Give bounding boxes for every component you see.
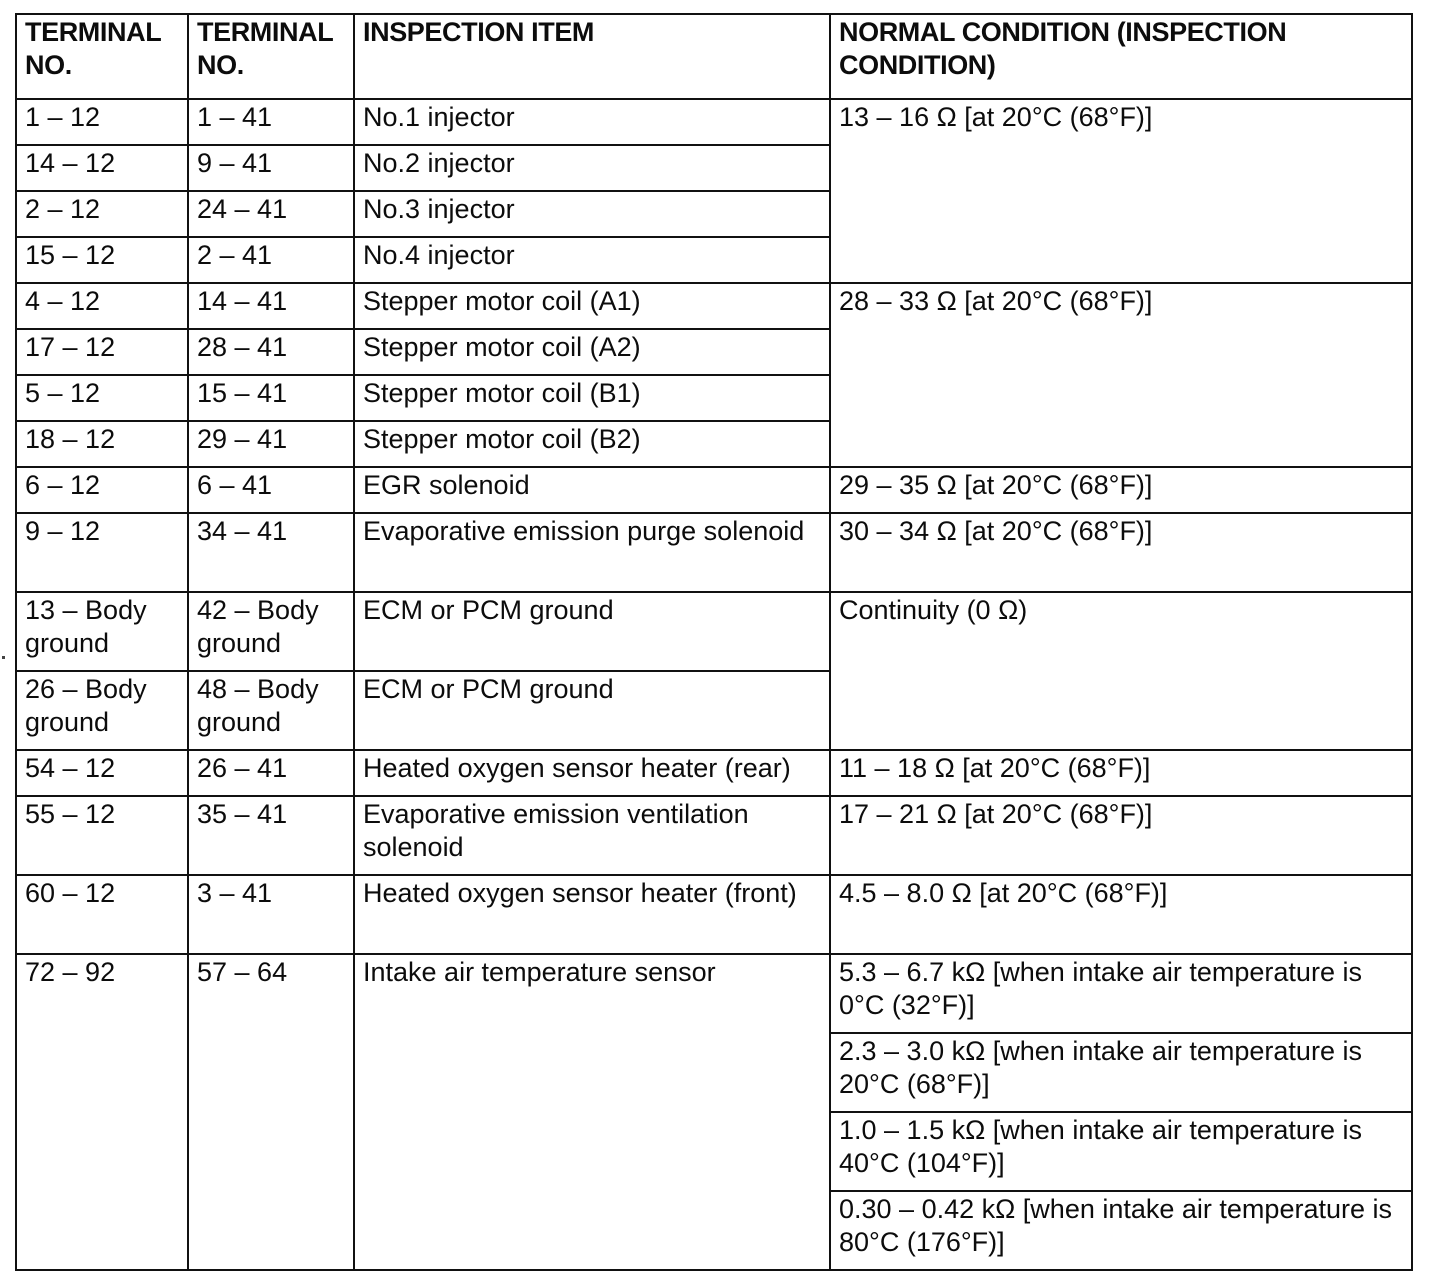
inspection-item-cell: EGR solenoid bbox=[354, 467, 830, 513]
terminal-cell: 55 – 12 bbox=[16, 796, 188, 875]
condition-cell: 28 – 33 Ω [at 20°C (68°F)] bbox=[830, 283, 1412, 467]
terminal-cell: 18 – 12 bbox=[16, 421, 188, 467]
table-header-row bbox=[16, 14, 1412, 99]
terminal-cell: 2 – 12 bbox=[16, 191, 188, 237]
table-row bbox=[16, 513, 1412, 592]
terminal-cell: 9 – 12 bbox=[16, 513, 188, 592]
inspection-item-cell: Stepper motor coil (B1) bbox=[354, 375, 830, 421]
terminal-cell: 13 – Body ground bbox=[16, 592, 188, 671]
terminal-cell: 26 – Body ground bbox=[16, 671, 188, 750]
inspection-item-cell: Heated oxygen sensor heater (front) bbox=[354, 875, 830, 954]
inspection-item-cell: Stepper motor coil (B2) bbox=[354, 421, 830, 467]
inspection-item-cell: No.3 injector bbox=[354, 191, 830, 237]
terminal-cell: 24 – 41 bbox=[188, 191, 354, 237]
terminal-cell: 57 – 64 bbox=[188, 954, 354, 1270]
terminal-cell: 42 – Body ground bbox=[188, 592, 354, 671]
inspection-item-cell: ECM or PCM ground bbox=[354, 592, 830, 671]
terminal-cell: 6 – 12 bbox=[16, 467, 188, 513]
condition-cell: 29 – 35 Ω [at 20°C (68°F)] bbox=[830, 467, 1412, 513]
terminal-cell: 28 – 41 bbox=[188, 329, 354, 375]
terminal-cell: 35 – 41 bbox=[188, 796, 354, 875]
inspection-item-cell: No.4 injector bbox=[354, 237, 830, 283]
inspection-item-cell: No.2 injector bbox=[354, 145, 830, 191]
table-row bbox=[16, 99, 1412, 145]
inspection-item-cell: Stepper motor coil (A1) bbox=[354, 283, 830, 329]
condition-cell: 4.5 – 8.0 Ω [at 20°C (68°F)] bbox=[830, 875, 1412, 954]
header-normal-condition: NORMAL CONDITION (INSPECTION CONDITION) bbox=[830, 14, 1412, 99]
terminal-cell: 72 – 92 bbox=[16, 954, 188, 1270]
terminal-cell: 9 – 41 bbox=[188, 145, 354, 191]
inspection-table bbox=[15, 13, 1413, 1271]
terminal-cell: 26 – 41 bbox=[188, 750, 354, 796]
table-row bbox=[16, 592, 1412, 671]
terminal-cell: 54 – 12 bbox=[16, 750, 188, 796]
table-row bbox=[16, 954, 1412, 1033]
terminal-cell: 15 – 41 bbox=[188, 375, 354, 421]
inspection-table-sheet bbox=[15, 13, 1413, 1271]
terminal-cell: 48 – Body ground bbox=[188, 671, 354, 750]
inspection-item-cell: Evaporative emission purge solenoid bbox=[354, 513, 830, 592]
inspection-item-cell: No.1 injector bbox=[354, 99, 830, 145]
scan-speck bbox=[2, 656, 5, 659]
terminal-cell: 34 – 41 bbox=[188, 513, 354, 592]
header-inspection-item: INSPECTION ITEM bbox=[354, 14, 830, 99]
condition-cell: 2.3 – 3.0 kΩ [when intake air temperature is 20°C (68°F)] bbox=[830, 1033, 1412, 1112]
inspection-item-cell: Heated oxygen sensor heater (rear) bbox=[354, 750, 830, 796]
inspection-item-cell: Evaporative emission ventilation solenoid bbox=[354, 796, 830, 875]
terminal-cell: 60 – 12 bbox=[16, 875, 188, 954]
header-terminal-no-pcm: TERMINAL NO. bbox=[188, 14, 354, 99]
header-terminal-no-ecm: TERMINAL NO. bbox=[16, 14, 188, 99]
terminal-cell: 14 – 41 bbox=[188, 283, 354, 329]
terminal-cell: 17 – 12 bbox=[16, 329, 188, 375]
table-row bbox=[16, 750, 1412, 796]
condition-cell: Continuity (0 Ω) bbox=[830, 592, 1412, 750]
terminal-cell: 15 – 12 bbox=[16, 237, 188, 283]
table-row bbox=[16, 283, 1412, 329]
condition-cell: 13 – 16 Ω [at 20°C (68°F)] bbox=[830, 99, 1412, 283]
inspection-item-cell: Intake air temperature sensor bbox=[354, 954, 830, 1270]
terminal-cell: 1 – 41 bbox=[188, 99, 354, 145]
terminal-cell: 6 – 41 bbox=[188, 467, 354, 513]
table-row bbox=[16, 875, 1412, 954]
terminal-cell: 29 – 41 bbox=[188, 421, 354, 467]
terminal-cell: 14 – 12 bbox=[16, 145, 188, 191]
inspection-item-cell: ECM or PCM ground bbox=[354, 671, 830, 750]
condition-cell: 1.0 – 1.5 kΩ [when intake air temperature is 40°C (104°F)] bbox=[830, 1112, 1412, 1191]
terminal-cell: 1 – 12 bbox=[16, 99, 188, 145]
condition-cell: 0.30 – 0.42 kΩ [when intake air temperature is 80°C (176°F)] bbox=[830, 1191, 1412, 1270]
terminal-cell: 2 – 41 bbox=[188, 237, 354, 283]
table-row bbox=[16, 467, 1412, 513]
condition-cell: 11 – 18 Ω [at 20°C (68°F)] bbox=[830, 750, 1412, 796]
terminal-cell: 5 – 12 bbox=[16, 375, 188, 421]
inspection-item-cell: Stepper motor coil (A2) bbox=[354, 329, 830, 375]
condition-cell: 5.3 – 6.7 kΩ [when intake air temperature is 0°C (32°F)] bbox=[830, 954, 1412, 1033]
condition-cell: 30 – 34 Ω [at 20°C (68°F)] bbox=[830, 513, 1412, 592]
terminal-cell: 4 – 12 bbox=[16, 283, 188, 329]
condition-cell: 17 – 21 Ω [at 20°C (68°F)] bbox=[830, 796, 1412, 875]
terminal-cell: 3 – 41 bbox=[188, 875, 354, 954]
table-row bbox=[16, 796, 1412, 875]
